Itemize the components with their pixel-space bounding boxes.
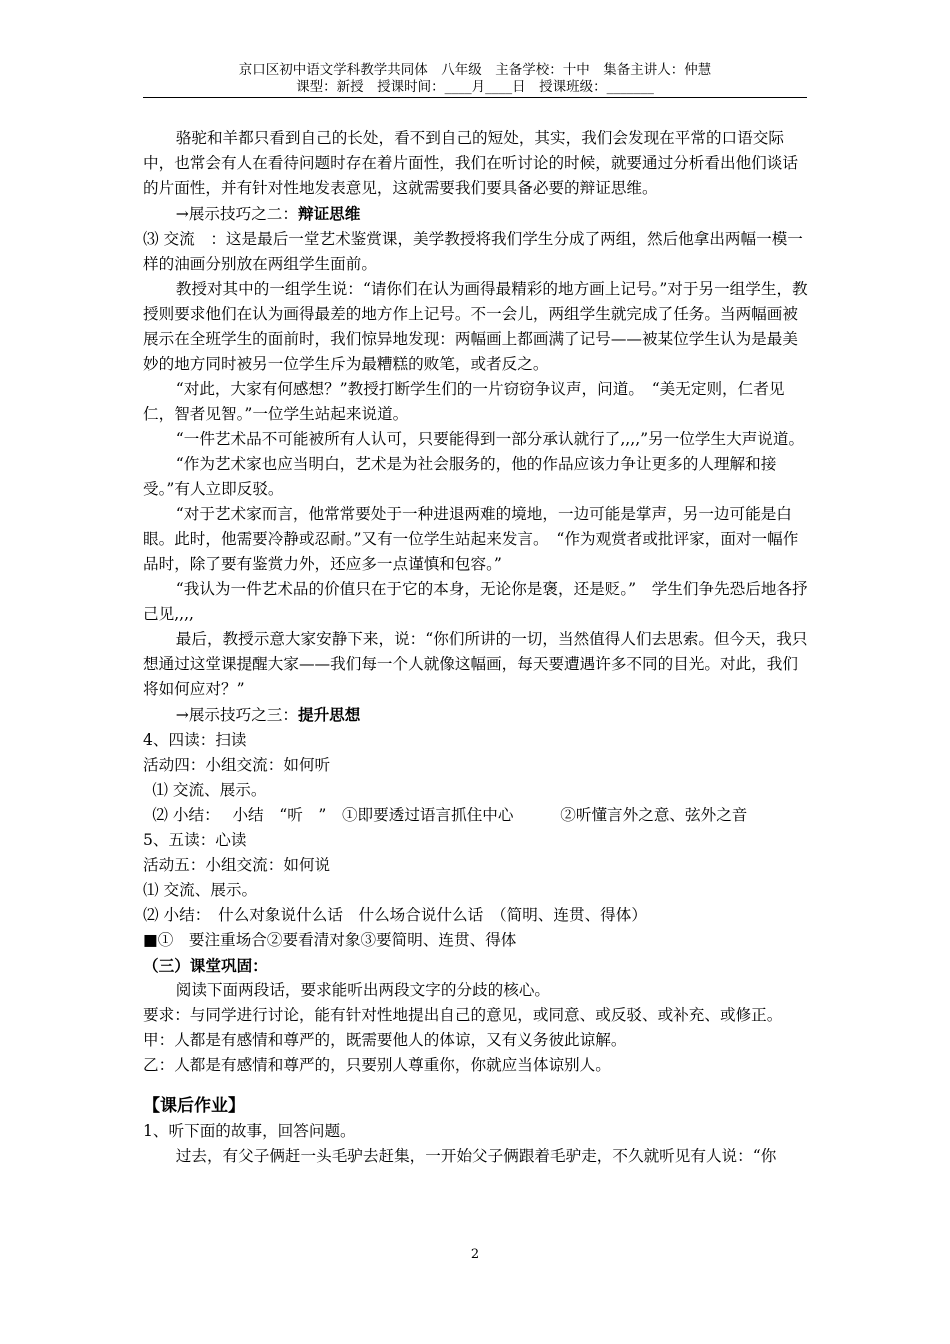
page-number: 2 [470, 1247, 480, 1262]
list-item: ⑵ 小结： 小结 “听 ” ①即要透过语言抓住中心 ②听懂言外之意、弦外之音 [152, 806, 748, 824]
tip-prefix: →展示技巧之三： [175, 706, 298, 724]
paragraph: 阅读下面两段话，要求能听出两段文字的分歧的核心。 [175, 981, 551, 999]
tip-prefix: →展示技巧之二： [175, 205, 298, 223]
header-line-2: 课型：新授 授课时间：____月____日 授课班级：_______ [296, 79, 654, 95]
page-header [143, 62, 807, 98]
paragraph: “对此，大家有何感想？”教授打断学生们的一片窃窃争议声，问道。 “美无定则，仁者见仁，智者见智。”一位学生站起来说道。 [143, 380, 785, 423]
paragraph: 过去，有父子俩赶一头毛驴去赶集，一开始父子俩跟着毛驴走，不久就听见有人说：“你 [175, 1147, 777, 1165]
paragraph: 要求：与同学进行讨论，能有针对性地提出自己的意见，或同意、或反驳、或补充、或修正。 [143, 1006, 783, 1024]
paragraph: 教授对其中的一组学生说：“请你们在认为画得最精彩的地方画上记号。”对于另一组学生，教授则要求他们在认为画得最差的地方作上记号。不一会儿，两组学生就完成了任务。当两幅画被展示在全班学生的面前时，我们惊异地发现：两幅画上都画满了记号——被某位学生认为是最美妙的地方同时被另一位学生斥为最糟糕的败笔，或者反之。 [143, 280, 808, 373]
tip-keyword: 提升思想 [297, 705, 361, 724]
section-4-activity: 活动四：小组交流：如何听 [143, 756, 331, 774]
paragraph: 最后，教授示意大家安静下来，说：“你们所讲的一切，当然值得人们去思索。但今天，我只想通过这堂课提醒大家——我们每一个人就像这幅画，每天要遭遇许多不同的目光。对此，我们将如何应对？” [143, 630, 808, 698]
document-body [143, 126, 809, 1169]
paragraph: 乙：人都是有感情和尊严的，只要别人尊重你，你就应当体谅别人。 [143, 1056, 611, 1074]
section-4-title: 4、四读：扫读 [143, 731, 247, 749]
paragraph: 1、听下面的故事，回答问题。 [143, 1122, 356, 1140]
paragraph: “对于艺术家而言，他常常要处于一种进退两难的境地，一边可能是掌声，另一边可能是白眼。此时，他需要冷静或忍耐。”又有一位学生站起来发言。 “作为观赏者或批评家，面对一幅作品时，除了要有鉴赏力外，还应多一点谨慎和包容。” [143, 505, 799, 573]
consolidate-title: （三）课堂巩固： [143, 956, 268, 975]
tip-keyword: 辩证思维 [297, 204, 361, 223]
section-5-activity: 活动五：小组交流：如何说 [143, 856, 331, 874]
list-item: ⑵ 小结： 什么对象说什么话 什么场合说什么话 （简明、连贯、得体） [143, 906, 647, 924]
paragraph: “我认为一件艺术品的价值只在于它的本身，无论你是褒，还是贬。” 学生们争先恐后地各抒己见,,,, [143, 580, 808, 623]
list-item: ■① 要注重场合②要看清对象③要简明、连贯、得体 [143, 931, 517, 949]
paragraph: 甲：人都是有感情和尊严的，既需要他人的体谅，又有义务彼此谅解。 [143, 1031, 627, 1049]
skill-tip-3 [143, 702, 809, 728]
section-5-title: 5、五读：心读 [143, 831, 247, 849]
list-item: ⑴ 交流、展示。 [152, 781, 267, 799]
spacer [143, 1078, 809, 1094]
header-line-1: 京口区初中语文学科教学共同体 八年级 主备学校：十中 集备主讲人：仲慧 [238, 62, 712, 78]
paragraph: “一件艺术品不可能被所有人认可，只要能得到一部分承认就行了,,,,”另一位学生大声说道。 [175, 430, 805, 448]
list-item: ⑴ 交流、展示。 [143, 881, 258, 899]
homework-title: 【课后作业】 [143, 1096, 245, 1116]
skill-tip-2 [143, 201, 809, 227]
paragraph: “作为艺术家也应当明白，艺术是为社会服务的，他的作品应该力争让更多的人理解和接受。”有人立即反驳。 [143, 455, 777, 498]
paragraph: 骆驼和羊都只看到自己的长处，看不到自己的短处，其实，我们会发现在平常的口语交际中，也常会有人在看待问题时存在着片面性，我们在听讨论的时候，就要通过分析看出他们谈话的片面性，并有针对性地发表意见，这就需要我们要具备必要的辩证思维。 [143, 129, 798, 197]
paragraph: ⑶ 交流 ：这是最后一堂艺术鉴赏课，美学教授将我们学生分成了两组，然后他拿出两幅一模一样的油画分别放在两组学生面前。 [143, 230, 803, 273]
